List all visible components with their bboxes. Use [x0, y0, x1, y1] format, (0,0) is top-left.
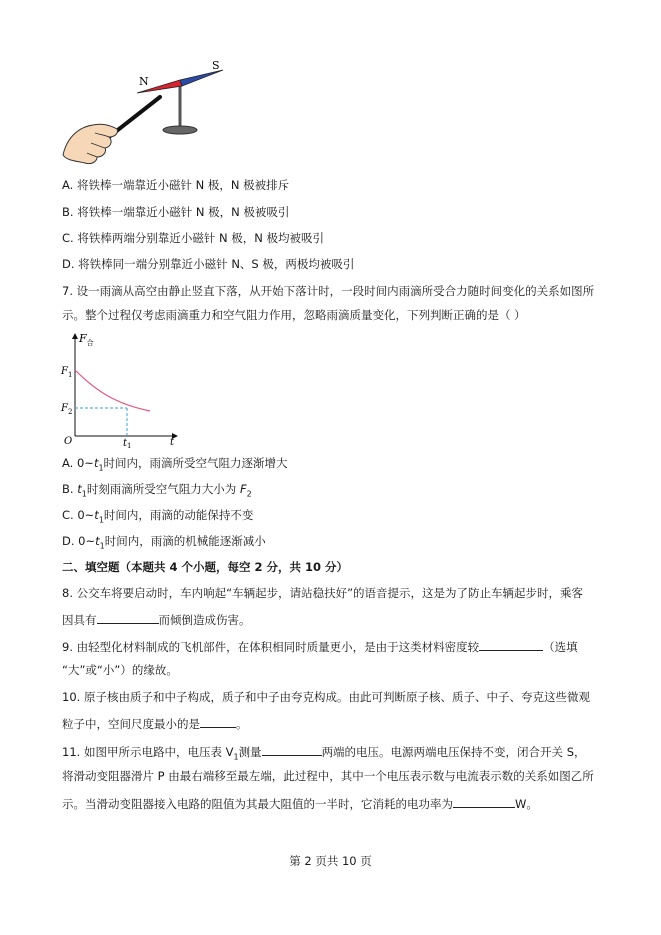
q11-line3: 示。当滑动变阻器接入电路的阻值为其最大阻值的一半时，它消耗的电功率为 W。: [62, 797, 538, 811]
q7-stem-line1: 7. 设一雨滴从高空由静止竖直下落，从开始下落计时，一段时间内雨滴所受合力随时间变化的关系如图所: [62, 284, 595, 298]
q11-answer-blank-2[interactable]: [453, 795, 515, 808]
x-axis-label: t: [170, 437, 175, 448]
q10-answer-blank[interactable]: [200, 715, 236, 728]
force-curve: [75, 370, 150, 411]
compass-figure: [55, 55, 245, 170]
y-axis-label: $F_合$: [79, 332, 94, 347]
section2-title: 二、填空题（本题共 4 个小题，每空 2 分，共 10 分）: [62, 560, 349, 574]
q7-option-b: B. $t_1$时刻雨滴所受空气阻力大小为 $F_2$: [62, 482, 252, 499]
q9-line1: 9. 由轻型化材料制成的飞机部件，在体积相同时质量更小，是由于这类材料密度较 （选填: [62, 640, 578, 654]
q11-line1: 11. 如图甲所示电路中，电压表 $V_1$测量 两端的电压。电源两端电压保持不变，闭合开关 S，: [62, 745, 586, 762]
q9-answer-blank[interactable]: [479, 638, 543, 651]
q8-line2: 因具有 而倾倒造成伤害。: [62, 613, 251, 627]
origin-label: O: [64, 436, 73, 447]
q7-stem-line2: 示。整个过程仅考虑雨滴重力和空气阻力作用，忽略雨滴质量变化，下列判断正确的是（ ）: [62, 308, 526, 322]
q8-line1: 8. 公交车将要启动时，车内响起“车辆起步，请站稳扶好”的语音提示，这是为了防止车辆起步时，乘客: [62, 586, 584, 600]
q7-option-a: A. $0\sim t_1$时间内，雨滴所受空气阻力逐渐增大: [62, 456, 288, 473]
q6-option-a: A. 将铁棒一端靠近小磁针 N 极，N 极被排斥: [62, 178, 290, 192]
q10-line2: 粒子中，空间尺度最小的是 。: [62, 717, 248, 731]
t1-label: $t_1$: [123, 438, 132, 448]
q11-line2: 将滑动变阻器滑片 P 由最右端移至最左端，此过程中，其中一个电压表示数与电流表示数的关系如图乙所: [62, 769, 594, 783]
q6-option-c: C. 将铁棒两端分别靠近小磁针 N 极，N 极均被吸引: [62, 231, 325, 245]
q11-answer-blank-1[interactable]: [262, 743, 322, 756]
q9-line2: “大”或“小”）的缘故。: [62, 663, 178, 677]
q6-option-d: D. 将铁棒同一端分别靠近小磁针 N、S 极，两极均被吸引: [62, 257, 355, 271]
needle-south: [180, 70, 223, 86]
f1-label: $F_1$: [61, 366, 73, 379]
needle-s-label: S: [212, 59, 220, 72]
needle-n-label: N: [139, 75, 149, 88]
force-time-graph: [55, 328, 185, 448]
hand: [63, 124, 118, 163]
stand-base: [163, 126, 197, 134]
f2-label: $F_2$: [61, 403, 73, 416]
q8-answer-blank[interactable]: [97, 611, 159, 624]
q10-line1: 10. 原子核由质子和中子构成，质子和中子由夸克构成。由此可判断原子核、质子、中子、夸克这些微观: [62, 690, 590, 704]
q7-option-d: D. $0\sim t_1$时间内，雨滴的机械能逐渐减小: [62, 534, 266, 551]
page-footer: 第 2 页共 10 页: [289, 854, 372, 868]
q6-option-b: B. 将铁棒一端靠近小磁针 N 极，N 极被吸引: [62, 205, 290, 219]
q7-option-c: C. $0\sim t_1$时间内，雨滴的动能保持不变: [62, 508, 254, 525]
